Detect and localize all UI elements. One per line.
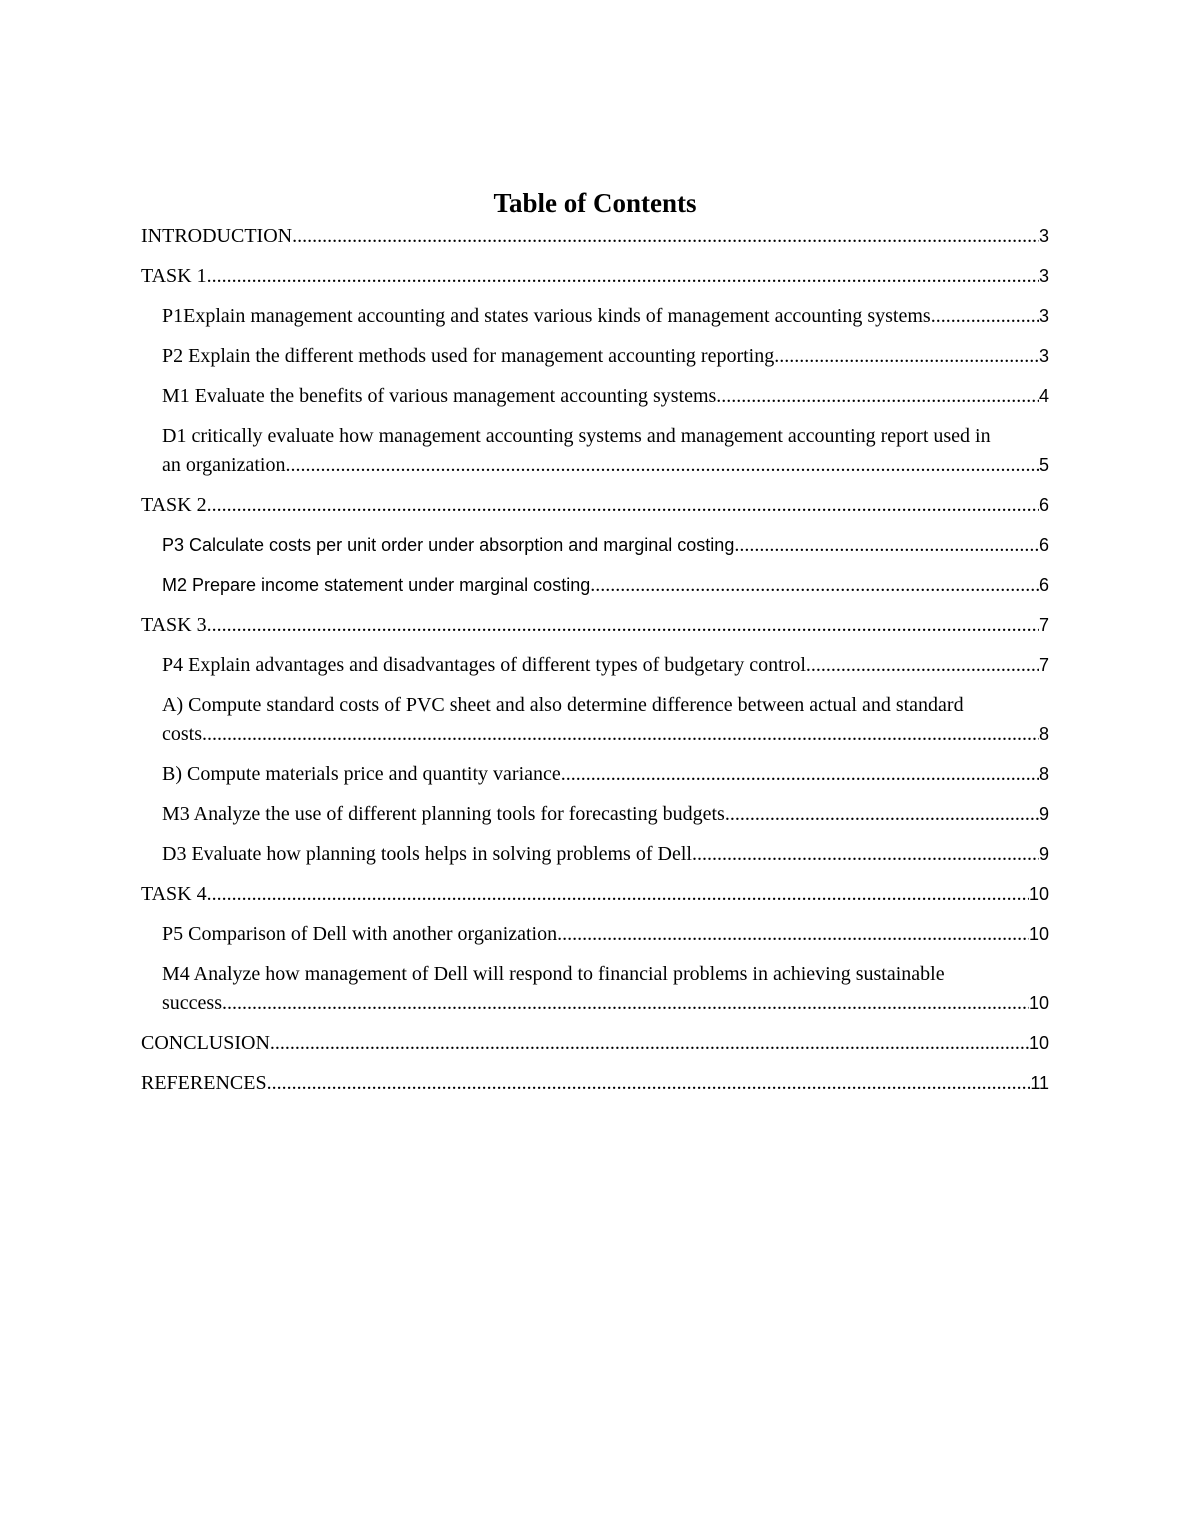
toc-entry-p1[interactable] (141, 302, 1049, 331)
toc-entry-text: TASK 1 (141, 265, 207, 287)
dot-leader (806, 651, 1039, 680)
dot-leader (270, 1029, 1029, 1058)
dot-leader (285, 451, 1039, 480)
toc-page-number: 6 (1038, 535, 1049, 555)
toc-entry-text: M3 Analyze the use of different planning tools for forecasting budgets (162, 803, 725, 825)
toc-page-number: 9 (1038, 804, 1049, 824)
toc-page-number: 10 (1028, 993, 1049, 1013)
toc-entry-text: B) Compute materials price and quantity variance (162, 763, 561, 785)
toc-page-number: 3 (1038, 306, 1049, 326)
dot-leader (590, 571, 1039, 600)
toc-entry-conclusion[interactable] (141, 1029, 1049, 1058)
toc-entry-p2[interactable] (141, 342, 1049, 371)
toc-page-number: 4 (1038, 386, 1049, 406)
toc-entry-text: M1 Evaluate the benefits of various management accounting systems (162, 385, 717, 407)
toc-entry-text: TASK 3 (141, 614, 207, 636)
dot-leader (207, 880, 1029, 909)
toc-entry-b[interactable] (141, 760, 1049, 789)
toc-page-number: 8 (1038, 764, 1049, 784)
toc-entry-introduction[interactable] (141, 222, 1049, 251)
toc-entry-m3[interactable] (141, 800, 1049, 829)
dot-leader (725, 800, 1039, 829)
toc-page-number: 6 (1038, 575, 1049, 595)
toc-entry-m4[interactable] (141, 960, 1049, 1018)
toc-page-number: 3 (1038, 266, 1049, 286)
dot-leader (207, 611, 1039, 640)
toc-page-number: 10 (1028, 924, 1049, 944)
toc-page-number: 3 (1038, 226, 1049, 246)
toc-entry-m1[interactable] (141, 382, 1049, 411)
toc-entry-task-1[interactable] (141, 262, 1049, 291)
toc-entry-task-2[interactable] (141, 491, 1049, 520)
dot-leader (931, 302, 1039, 331)
toc-entry-text-line1: M4 Analyze how management of Dell will respond to financial problems in achieving sustainable (162, 963, 945, 985)
toc-entry-text: TASK 4 (141, 883, 207, 905)
toc-entry-text: D3 Evaluate how planning tools helps in solving problems of Dell (162, 843, 692, 865)
dot-leader (557, 920, 1029, 949)
toc-entry-text: costs (162, 723, 202, 745)
toc-entry-text-line1: A) Compute standard costs of PVC sheet and also determine difference between actual and standard (162, 694, 964, 716)
toc-entry-m2[interactable] (141, 571, 1049, 600)
toc-entry-text: P4 Explain advantages and disadvantages of different types of budgetary control (162, 654, 806, 676)
dot-leader (734, 531, 1039, 560)
toc-entry-text: P5 Comparison of Dell with another organization (162, 923, 558, 945)
dot-leader (207, 262, 1039, 291)
dot-leader (222, 989, 1029, 1018)
dot-leader (774, 342, 1039, 371)
toc-entry-text: CONCLUSION (141, 1032, 270, 1054)
toc-entry-p3[interactable] (141, 531, 1049, 560)
toc-page-number: 7 (1038, 615, 1049, 635)
toc-entry-task-3[interactable] (141, 611, 1049, 640)
toc-page-number: 5 (1038, 455, 1049, 475)
toc-entry-d1[interactable] (141, 422, 1049, 480)
toc-page-number: 3 (1038, 346, 1049, 366)
toc-entry-a[interactable] (141, 691, 1049, 749)
toc-entry-text: TASK 2 (141, 494, 207, 516)
toc-page-number: 11 (1030, 1073, 1049, 1093)
toc-entry-p4[interactable] (141, 651, 1049, 680)
dot-leader (561, 760, 1039, 789)
toc-page-number: 8 (1038, 724, 1049, 744)
toc-page-number: 6 (1038, 495, 1049, 515)
dot-leader (207, 491, 1039, 520)
toc-page-number: 10 (1028, 884, 1049, 904)
toc-entry-text: P2 Explain the different methods used for management accounting reporting (162, 345, 775, 367)
toc-page-number: 10 (1028, 1033, 1049, 1053)
dot-leader (267, 1069, 1031, 1098)
toc-entry-text: INTRODUCTION (141, 225, 293, 247)
toc-entry-text: M2 Prepare income statement under marginal costing (162, 575, 591, 595)
toc-page-number: 9 (1038, 844, 1049, 864)
toc-title: Table of Contents (493, 188, 697, 218)
dot-leader (716, 382, 1039, 411)
toc-entry-text-line1: D1 critically evaluate how management accounting systems and management accounting report used in (162, 425, 991, 447)
table-of-contents (141, 222, 1049, 1109)
toc-entry-text: success (162, 992, 222, 1014)
toc-page-number: 7 (1038, 655, 1049, 675)
toc-entry-text: P3 Calculate costs per unit order under absorption and marginal costing (162, 535, 735, 555)
toc-entry-p5[interactable] (141, 920, 1049, 949)
toc-entry-d3[interactable] (141, 840, 1049, 869)
dot-leader (692, 840, 1039, 869)
toc-entry-text: P1Explain management accounting and states various kinds of management accounting systems (162, 305, 931, 327)
dot-leader (292, 222, 1039, 251)
toc-entry-task-4[interactable] (141, 880, 1049, 909)
dot-leader (202, 720, 1039, 749)
toc-entry-text: an organization (162, 454, 286, 476)
toc-entry-text: REFERENCES (141, 1072, 267, 1094)
toc-entry-references[interactable] (141, 1069, 1049, 1098)
